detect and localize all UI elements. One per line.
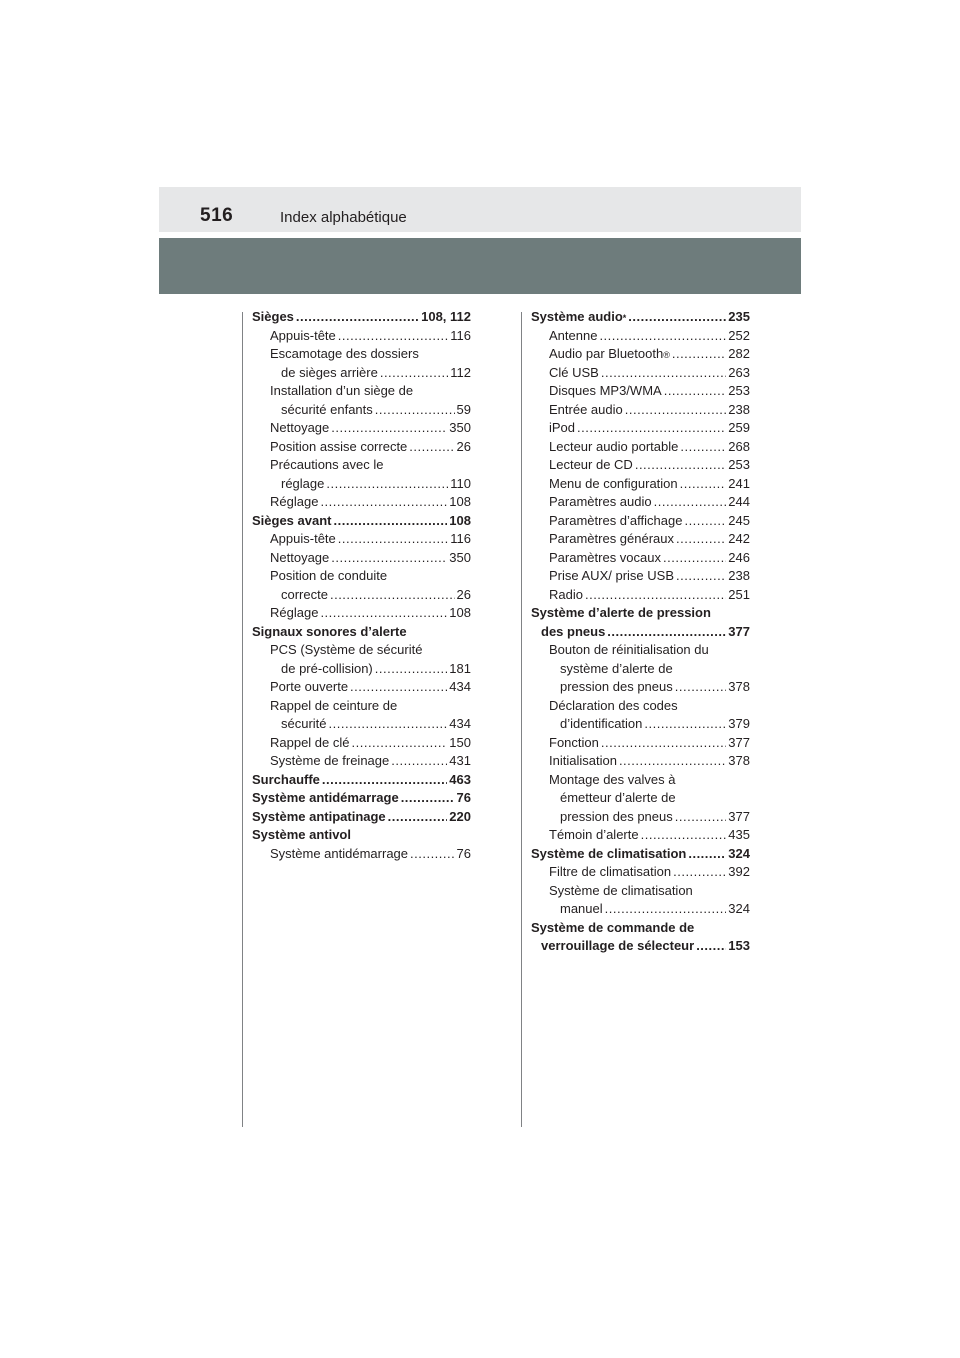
dot-leader [672,345,726,364]
dot-leader [605,900,727,919]
index-entry [252,308,471,327]
index-entry [531,752,750,771]
index-entry-label: Système antidémarrage [270,845,409,861]
index-entry-label: Paramètres vocaux [549,549,661,565]
dot-leader [320,604,447,623]
right-column-rule [521,312,522,1127]
dot-leader [688,845,726,864]
index-entry [252,567,471,586]
index-entry [531,734,750,753]
index-entry-label: d’identification [560,716,643,731]
index-entry-label: Système de commande de [531,919,695,935]
dot-leader [675,678,727,697]
left-column-rule [242,312,243,1127]
index-entry [531,937,750,956]
index-entry-label: verrouillage de sélecteur [541,938,695,953]
index-entry [531,678,750,697]
index-entry [252,586,471,605]
dot-leader [625,401,727,420]
index-entry [252,382,471,401]
index-entry [531,327,750,346]
index-entry-page: 253 [728,383,750,398]
index-entry-label: Lecteur audio portable [549,438,679,454]
index-entry-label: sécurité enfants [281,401,373,417]
index-entry-label: Surchauffe [252,771,320,787]
index-entry-label: iPod [549,420,576,435]
dot-leader [641,826,727,845]
index-entry-page: 116 [450,531,471,546]
dot-leader [296,308,419,327]
dot-leader [388,808,448,827]
index-entry-page: 350 [449,420,471,435]
index-entry-label: correcte [281,586,328,602]
index-entry-label: Menu de configuration [549,475,678,491]
index-entry-page: 251 [728,586,750,602]
index-entry-page: 435 [728,827,750,842]
index-entry-label: Réglage [270,605,319,620]
index-entry-label: Lecteur de CD [549,457,633,472]
dot-leader [375,401,455,420]
index-entry-label: Nettoyage [270,549,330,565]
index-entry [252,623,471,642]
index-entry [252,826,471,845]
index-entry-page: 244 [728,494,750,509]
index-entry [252,678,471,697]
index-entry-page: 253 [728,457,750,472]
index-entry [252,789,471,808]
dot-leader [350,678,447,697]
index-entry-page: 108, 112 [421,309,471,324]
index-entry: Système audio * ..... 235 [531,308,750,327]
index-entry [531,900,750,919]
index-entry [252,549,471,568]
index-entry [252,475,471,494]
index-entry [531,771,750,790]
dot-leader [338,327,449,346]
index-entry-label: Système antipatinage [252,808,386,824]
index-entry-label: Paramètres d’affichage [549,512,683,528]
index-entry-label: Sièges avant [252,512,332,528]
index-entry [531,401,750,420]
dot-leader [401,789,455,808]
index-entry-label: Système de climatisation [531,845,687,861]
dot-leader [410,845,455,864]
index-entry [531,697,750,716]
index-entry-label: Sièges [252,309,294,324]
index-entry [531,604,750,623]
index-entry-page: 377 [728,623,750,639]
index-entry [252,456,471,475]
index-entry [252,493,471,512]
index-entry-page: 252 [728,327,750,343]
index-entry [252,438,471,457]
dot-leader [380,364,448,383]
index-entry-page: 434 [449,679,471,694]
index-entry-label: Paramètres généraux [549,531,675,546]
index-entry-label: Précautions avec le [270,457,384,472]
index-entry-page: 377 [728,734,750,750]
index-entry-page: 235 [728,309,750,324]
dot-leader [331,549,447,568]
index-entry-page: 150 [449,734,471,750]
index-entry-page: 110 [450,475,471,491]
index-entry-label: Initialisation [549,753,617,768]
index-entry-page: 76 [456,845,471,861]
dot-leader [628,308,726,327]
index-entry [252,752,471,771]
index-entry-label: sécurité [281,716,327,731]
dot-leader [644,715,726,734]
index-entry-label: émetteur d’alerte de [560,790,676,805]
index-entry-label: Disques MP3/WMA [549,383,662,398]
index-entry-page: 241 [728,475,750,491]
index-entry-label: Déclaration des codes [549,697,678,713]
index-entry-page: 324 [728,845,750,861]
index-column-left [252,308,471,863]
index-entry-label: Position assise correcte [270,438,408,454]
index-entry [531,641,750,660]
index-entry-page: 108 [449,494,471,509]
index-entry-label: Témoin d’alerte [549,827,639,842]
index-entry-label: Radio [549,586,583,602]
index-entry [252,771,471,790]
index-entry [252,401,471,420]
index-entry-page: 26 [456,438,471,454]
dot-leader [673,863,726,882]
index-entry [531,845,750,864]
index-entry-label: Réglage [270,494,319,509]
index-entry-page: 392 [728,864,750,879]
index-entry-label: Appuis-tête [270,327,336,343]
dot-leader [635,456,726,475]
dot-leader [675,808,727,827]
index-entry-label: manuel [560,901,603,916]
index-entry-page: 282 [728,346,750,361]
index-entry [531,438,750,457]
index-entry [252,734,471,753]
dot-leader [330,586,455,605]
index-entry [252,641,471,660]
dot-leader [601,364,726,383]
header-band [159,187,801,232]
index-entry [252,345,471,364]
index-entry-label: des pneus [541,623,606,639]
index-entry-label: PCS (Système de sécurité [270,642,423,657]
page-number: 516 [200,205,234,226]
dot-leader [329,715,448,734]
index-entry-label: pression des pneus [560,679,673,694]
index-entry [252,604,471,623]
dot-leader [684,512,726,531]
dot-leader [601,734,726,753]
dot-leader [322,771,447,790]
index-entry [531,382,750,401]
index-entry-label: Entrée audio [549,401,623,417]
dot-leader [320,493,447,512]
index-entry-page: 259 [728,420,750,435]
index-entry-label: de pré-collision) [281,660,373,676]
index-entry-page: 379 [728,716,750,731]
index-entry [252,697,471,716]
index-entry [531,789,750,808]
index-entry-label: Système audio [531,309,623,324]
index-entry [531,919,750,938]
dot-leader [334,512,448,531]
index-entry-label: Audio par Bluetooth [549,346,664,361]
dot-leader [338,530,449,549]
index-entry [531,456,750,475]
dot-leader [375,660,448,679]
index-entry-label: Système antivol [252,827,351,842]
index-entry-page: 463 [449,771,471,787]
index-entry [531,863,750,882]
index-entry-label: Clé USB [549,364,599,380]
index-entry-page: 76 [456,790,471,805]
index-entry-page: 116 [450,327,471,343]
index-entry [531,715,750,734]
index-entry-page: 246 [728,549,750,565]
index-entry [531,549,750,568]
index-entry-label: Appuis-tête [270,531,336,546]
index-entry-label: Signaux sonores d’alerte [252,623,407,639]
index-entry-page: 263 [728,364,750,380]
index-entry-label: Position de conduite [270,568,388,583]
index-entry [531,623,750,642]
index-entry-page: 153 [728,938,750,953]
dot-leader [680,475,727,494]
dot-leader [654,493,727,512]
dot-leader [607,623,726,642]
index-entry-page: 245 [728,512,750,528]
dot-leader [585,586,726,605]
dot-leader [664,382,727,401]
dot-leader [696,937,726,956]
index-entry-label: Paramètres audio [549,494,652,509]
index-entry-label: Rappel de clé [270,734,350,750]
index-entry [531,419,750,438]
index-entry-label: Système de freinage [270,753,390,768]
index-entry-label: Nettoyage [270,420,330,435]
index-entry-label: Système d’alerte de pression [531,605,711,620]
index-entry-page: 268 [728,438,750,454]
index-entry [531,826,750,845]
index-entry-label: système d’alerte de [560,660,673,676]
index-entry-label: Escamotage des dossiers [270,346,419,361]
index-entry-label: Antenne [549,327,598,343]
index-entry-label: Système de climatisation [549,882,693,898]
index-entry-page: 59 [456,401,471,417]
section-title: Index alphabétique [280,209,407,226]
index-entry-page: 238 [728,568,750,583]
index-entry [531,475,750,494]
index-entry [252,715,471,734]
index-entry [252,660,471,679]
index-entry-label: de sièges arrière [281,364,378,380]
index-entry-page: 26 [456,586,471,602]
index-entry-label: Installation d’un siège de [270,383,414,398]
dot-leader [599,327,726,346]
index-entry [531,567,750,586]
index-entry [531,512,750,531]
dot-leader [676,530,726,549]
index-entry [252,364,471,383]
dot-leader [619,752,726,771]
dot-leader [680,438,726,457]
index-entry-page: 434 [449,716,471,731]
index-entry-page: 108 [449,512,471,528]
index-entry-page: 112 [450,364,471,380]
index-entry-label: Porte ouverte [270,679,349,694]
dot-leader [409,438,454,457]
index-entry-page: 181 [449,660,471,676]
index-entry-label: Système antidémarrage [252,790,399,805]
dot-leader [663,549,726,568]
index-entry [252,327,471,346]
index-entry-page: 242 [728,531,750,546]
index-entry-page: 220 [449,808,471,824]
index-entry [531,364,750,383]
dot-leader [391,752,447,771]
index-entry-label: pression des pneus [560,808,673,824]
index-entry-page: 378 [728,753,750,768]
dot-leader [352,734,448,753]
index-entry-label: réglage [281,475,325,491]
index-column-right [531,308,750,956]
index-entry-page: 108 [449,605,471,620]
index-entry-label: Bouton de réinitialisation du [549,642,709,657]
index-entry [531,586,750,605]
index-entry: Audio par Bluetooth ® ..... 282 [531,345,750,364]
dot-leader [331,419,447,438]
index-entry [252,845,471,864]
index-entry-page: 350 [449,549,471,565]
index-entry [252,808,471,827]
index-entry [531,493,750,512]
header-gray-bar [159,238,801,294]
index-entry-label: Montage des valves à [549,771,676,787]
index-entry-page: 238 [728,401,750,417]
index-entry-page: 377 [728,808,750,824]
dot-leader [577,419,726,438]
index-entry-label: Prise AUX/ prise USB [549,568,674,583]
index-entry [531,530,750,549]
index-entry [252,530,471,549]
index-entry [252,512,471,531]
dot-leader [326,475,448,494]
index-entry-label: Fonction [549,734,599,750]
index-entry-label: Rappel de ceinture de [270,697,398,713]
index-entry [531,660,750,679]
index-entry-page: 431 [449,753,471,768]
index-entry [531,882,750,901]
index-entry [531,808,750,827]
index-entry-page: 324 [728,901,750,916]
index-entry-page: 378 [728,679,750,694]
index-entry-label: Filtre de climatisation [549,864,672,879]
index-entry [252,419,471,438]
dot-leader [676,567,726,586]
